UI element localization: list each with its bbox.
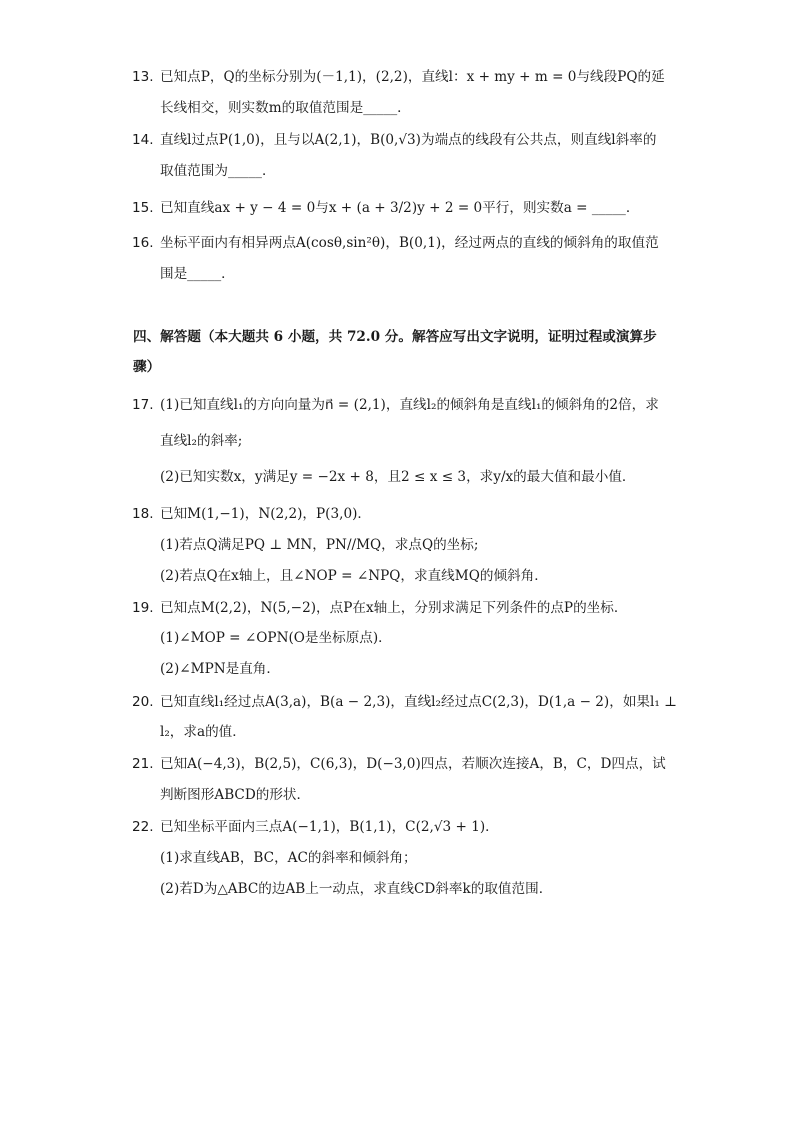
problem-number: 17.	[132, 397, 154, 413]
question-text: 长线相交，则实数m的取值范围是_____．	[160, 100, 411, 116]
problem-text: (2)已知实数x，y满足y = −2x + 8，且2 ≤ x ≤ 3，求y/x的最大值和最小值．	[160, 469, 636, 485]
problem-text: 已知M(1,−1)，N(2,2)，P(3,0)．	[160, 506, 371, 522]
question-number: 15.	[132, 200, 154, 216]
problem-text: 已知点M(2,2)，N(5,−2)，点P在x轴上，分别求满足下列条件的点P的坐标．	[160, 600, 628, 616]
problem-number: 19.	[132, 600, 154, 616]
problem-text: (1)∠MOP = ∠OPN(O是坐标原点)．	[160, 630, 392, 646]
problem-number: 22.	[132, 819, 154, 835]
question-text: 直线l过点P(1,0)，且与以A(2,1)，B(0,√3)为端点的线段有公共点，则直线l斜率的	[160, 132, 657, 148]
problem-text: 已知直线l₁经过点A(3,a)，B(a − 2,3)，直线l₂经过点C(2,3)，D(1,a − 2)，如果l₁ ⊥	[160, 694, 677, 710]
question-number: 13.	[132, 69, 154, 85]
problem-text: (2)若D为△ABC的边AB上一动点，求直线CD斜率k的取值范围．	[160, 881, 553, 897]
problem-text: 已知坐标平面内三点A(−1,1)，B(1,1)，C(2,√3 + 1)．	[160, 819, 499, 835]
problem-text: 直线l₂的斜率;	[160, 433, 243, 449]
problem-number: 20.	[132, 694, 154, 710]
question-text: 已知点P，Q的坐标分别为(－1,1)，(2,2)，直线l：x + my + m = 0与线段PQ的延	[160, 69, 665, 85]
problem-text: 判断图形ABCD的形状．	[160, 787, 311, 803]
section-heading: 四、解答题（本大题共 6 小题，共 72.0 分。解答应写出文字说明，证明过程或演算步	[133, 329, 657, 345]
question-number: 16.	[132, 235, 154, 251]
problem-text: (1)若点Q满足PQ ⊥ MN，PN//MQ，求点Q的坐标;	[160, 537, 479, 553]
problem-text: (1)求直线AB，BC，AC的斜率和倾斜角；	[160, 850, 417, 866]
section-heading: 骤）	[133, 359, 161, 375]
problem-text: (2)若点Q在x轴上，且∠NOP = ∠NPQ，求直线MQ的倾斜角．	[160, 568, 548, 584]
question-text: 已知直线ax + y − 4 = 0与x + (a + 3/2)y + 2 = 0平行，则实数a = _____．	[160, 200, 640, 216]
problem-number: 18.	[132, 506, 154, 522]
question-text: 围是_____．	[160, 266, 235, 282]
problem-text: l₂，求a的值．	[160, 724, 246, 740]
question-number: 14.	[132, 132, 154, 148]
problem-text: (2)∠MPN是直角．	[160, 661, 280, 677]
problem-number: 21.	[132, 756, 154, 772]
problem-text: 已知A(−4,3)，B(2,5)，C(6,3)，D(−3,0)四点，若顺次连接A，B，C，D四点，试	[160, 756, 666, 772]
question-text: 坐标平面内有相异两点A(cosθ,sin²θ)，B(0,1)，经过两点的直线的倾斜角的取值范	[160, 235, 659, 251]
problem-text: (1)已知直线l₁的方向向量为n⃗ = (2,1)，直线l₂的倾斜角是直线l₁的倾斜角的2倍，求	[160, 397, 659, 413]
question-text: 取值范围为_____．	[160, 163, 276, 179]
